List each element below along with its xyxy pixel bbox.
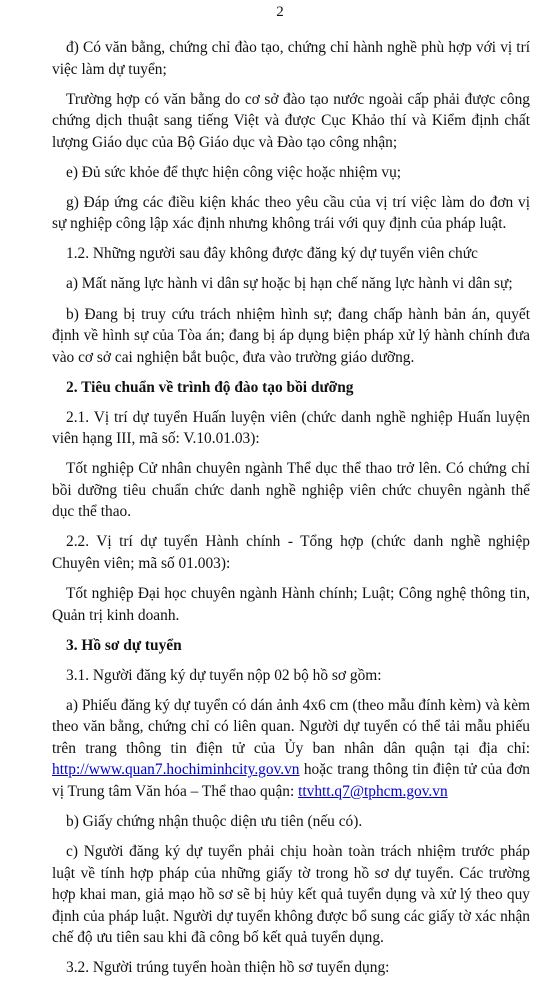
paragraph-item-g: g) Đáp ứng các điều kiện khác theo yêu cầu của vị trí việc làm do đơn vị sự nghiệp công lập xác định nhưng không trái với quy định của pháp luật. [52,193,530,233]
link-email[interactable]: ttvhtt.q7@tphcm.gov.vn [298,782,448,800]
paragraph-2-1: 2.1. Vị trí dự tuyển Huấn luyện viên (chức danh nghề nghiệp Huấn luyện viên hạng III, mã số: V.10.01.03): [52,408,530,448]
paragraph-3-1-c: c) Người đăng ký dự tuyển phải chịu hoàn toàn trách nhiệm trước pháp luật về tính hợp pháp của những giấy tờ trong hồ sơ dự tuyển. Các trường hợp khai man, giả mạo hồ sơ sẽ bị hủy kết quả tuyển dụng và xử lý theo quy định của pháp luật. Người dự tuyển không được bổ sung các giấy tờ xác nhận chế độ ưu tiên sau khi đã công bố kết quả tuyển dụng. [52,843,530,946]
paragraph-1-2-b: b) Đang bị truy cứu trách nhiệm hình sự; đang chấp hành bản án, quyết định về hình sự của Tòa án; đang bị áp dụng biện pháp xử lý hành chính đưa vào cơ sở cai nghiện bắt buộc, đưa vào trường giáo dưỡng. [52,305,530,366]
link-quan7-website[interactable]: http://www.quan7.hochiminhcity.gov.vn [52,761,300,779]
paragraph-item-e: e) Đủ sức khỏe để thực hiện công việc hoặc nhiệm vụ; [66,163,402,181]
page-number: 2 [276,4,284,20]
paragraph-2-1-requirement: Tốt nghiệp Cử nhân chuyên ngành Thể dục thể thao trở lên. Có chứng chỉ bồi dưỡng tiêu chuẩn chức danh nghề nghiệp viên chức chuyên ngành thể dục thể thao. [52,460,530,521]
paragraph-3-1-b: b) Giấy chứng nhận thuộc diện ưu tiên (nếu có). [66,812,363,830]
paragraph-2-2: 2.2. Vị trí dự tuyển Hành chính - Tổng hợp (chức danh nghề nghiệp Chuyên viên; mã số 01.003): [52,533,530,572]
paragraph-3-1: 3.1. Người đăng ký dự tuyển nộp 02 bộ hồ sơ gồm: [66,666,382,684]
paragraph-3-2: 3.2. Người trúng tuyển hoàn thiện hồ sơ tuyển dụng: [66,959,390,977]
paragraph-3-1-a-start: a) Phiếu đăng ký dự tuyển có dán ảnh 4x6 cm (theo mẫu đính kèm) và kèm theo văn bằng, chứng chỉ có liên quan. Người dự tuyển có thể tải mẫu phiếu trên trang thông tin điện tử của Ủy ban nhân dân quận tại địa chỉ: [52,696,530,757]
paragraph-item-d: đ) Có văn bằng, chứng chỉ đào tạo, chứng chỉ hành nghề phù hợp với vị trí việc làm dự tuyển; [52,39,530,78]
heading-section-3: 3. Hồ sơ dự tuyển [66,636,182,654]
paragraph-3-1-a-mid: hoặc trang thông tin điện tử của đơn vị Trung tâm Văn hóa – Thể thao quận: [52,761,530,800]
paragraph-foreign-degree: Trường hợp có văn bằng do cơ sở đào tạo nước ngoài cấp phải được công chứng dịch thuật sang tiếng Việt và được Cục Khảo thí và Kiểm định chất lượng Giáo dục của Bộ Giáo dục và Đào tạo công nhận; [52,90,530,151]
paragraph-section-1-2: 1.2. Những người sau đây không được đăng ký dự tuyển viên chức [66,245,478,263]
heading-section-2: 2. Tiêu chuẩn về trình độ đào tạo bồi dưỡng [66,378,354,396]
paragraph-1-2-a: a) Mất năng lực hành vi dân sự hoặc bị hạn chế năng lực hành vi dân sự; [66,275,513,293]
paragraph-3-1-a [52,695,530,803]
document-body [52,37,530,987]
paragraph-2-2-requirement: Tốt nghiệp Đại học chuyên ngành Hành chính; Luật; Công nghệ thông tin, Quản trị kinh doanh. [52,585,530,624]
